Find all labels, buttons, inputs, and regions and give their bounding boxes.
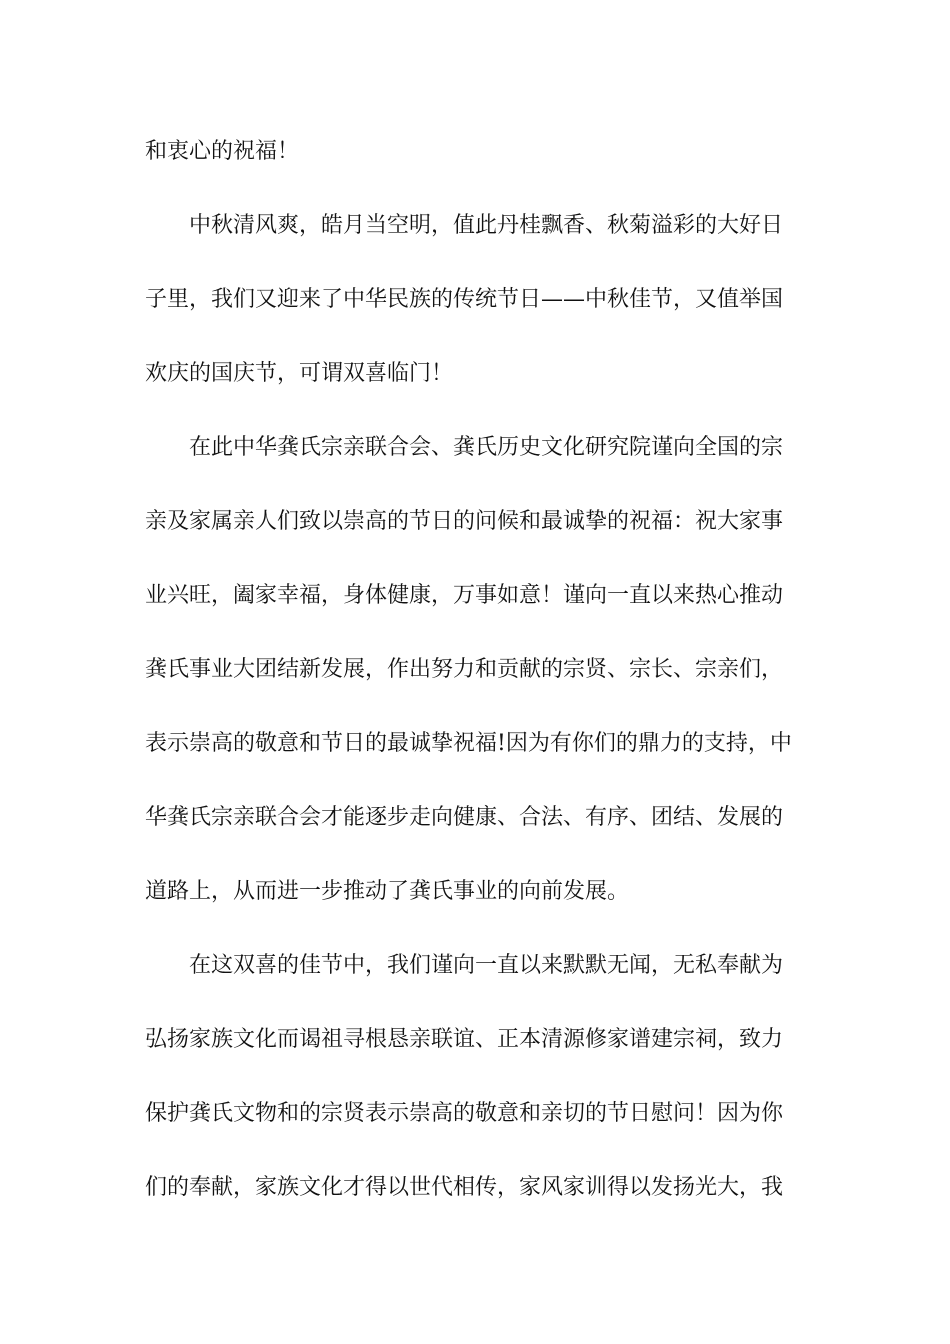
text-line: 华龚氏宗亲联合会才能逐步走向健康、合法、有序、团结、发展的 bbox=[145, 805, 784, 830]
text-line: 业兴旺，阖家幸福，身体健康，万事如意！谨向一直以来热心推动 bbox=[145, 583, 784, 608]
text-line: 弘扬家族文化而谒祖寻根恳亲联谊、正本清源修家谱建宗祠，致力 bbox=[145, 1027, 784, 1052]
text-line: 们的奉献，家族文化才得以世代相传，家风家训得以发扬光大，我 bbox=[145, 1175, 784, 1200]
paragraph-start-line: 在此中华龚氏宗亲联合会、龚氏历史文化研究院谨向全国的宗 bbox=[189, 435, 784, 460]
text-line: 道路上，从而进一步推动了龚氏事业的向前发展。 bbox=[145, 879, 630, 904]
paragraph-start-line: 中秋清风爽，皓月当空明，值此丹桂飘香、秋菊溢彩的大好日 bbox=[189, 213, 784, 238]
text-line: 子里，我们又迎来了中华民族的传统节日——中秋佳节，又值举国 bbox=[145, 287, 784, 312]
text-line: 和衷心的祝福！ bbox=[145, 139, 300, 164]
text-line: 表示崇高的敬意和节日的最诚挚祝福!因为有你们的鼎力的支持，中 bbox=[145, 731, 792, 756]
text-line: 亲及家属亲人们致以崇高的节日的问候和最诚挚的祝福：祝大家事 bbox=[145, 509, 784, 534]
paragraph-start-line: 在这双喜的佳节中，我们谨向一直以来默默无闻，无私奉献为 bbox=[189, 953, 784, 978]
text-line: 龚氏事业大团结新发展，作出努力和贡献的宗贤、宗长、宗亲们， bbox=[145, 657, 784, 682]
text-line: 保护龚氏文物和的宗贤表示崇高的敬意和亲切的节日慰问！因为你 bbox=[145, 1101, 784, 1126]
text-line: 欢庆的国庆节，可谓双喜临门！ bbox=[145, 361, 454, 386]
